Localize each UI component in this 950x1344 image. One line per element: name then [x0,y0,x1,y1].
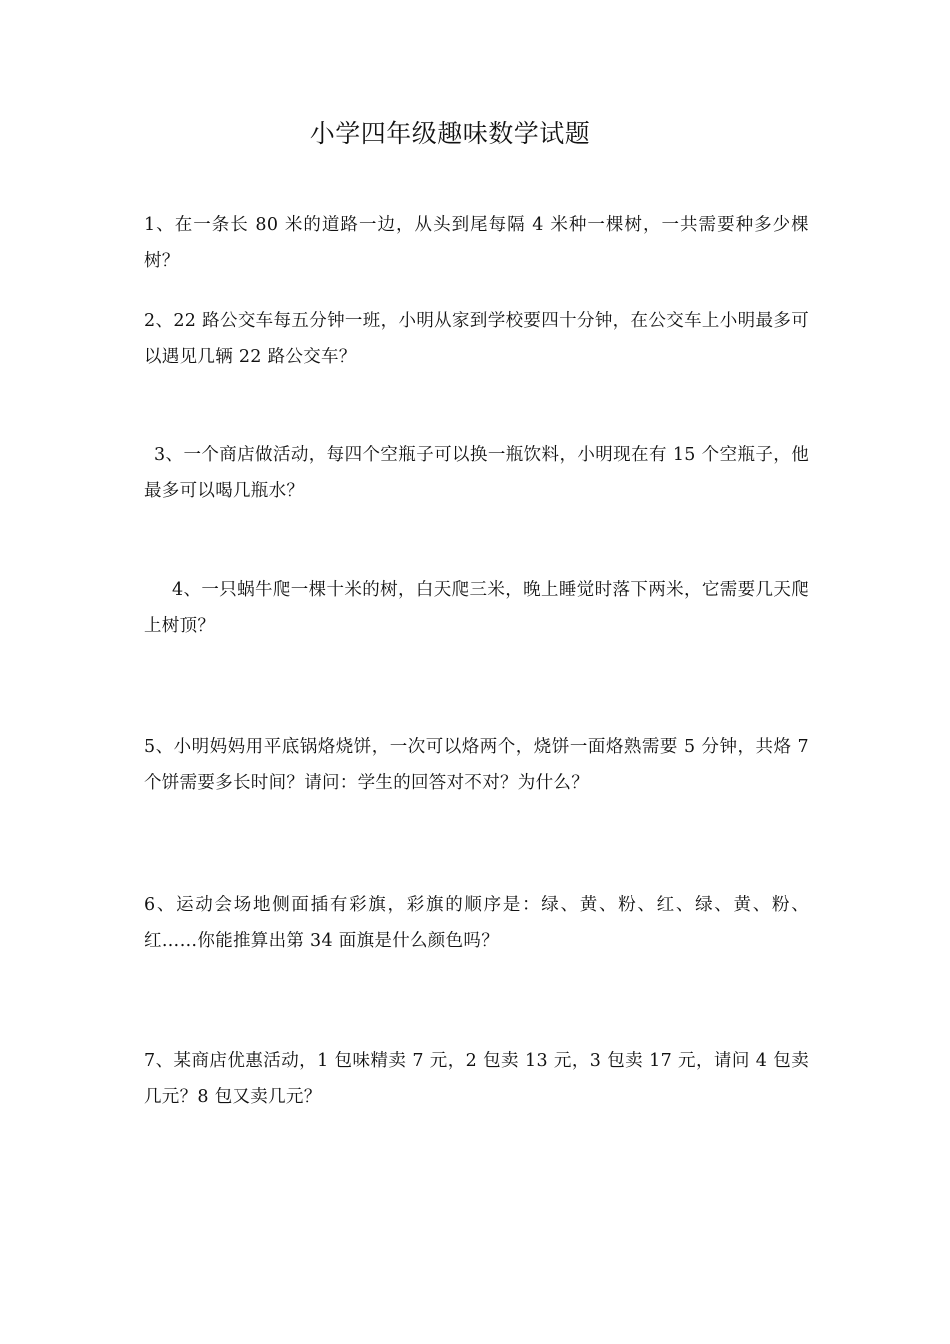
question-3: 3、一个商店做活动，每四个空瓶子可以换一瓶饮料，小明现在有 15 个空瓶子，他最多可以喝几瓶水？ [144,444,809,501]
question-7: 7、某商店优惠活动，1 包味精卖 7 元，2 包卖 13 元，3 包卖 17 元，请问 4 包卖几元？8 包又卖几元？ [144,1050,809,1107]
page-title: 小学四年级趣味数学试题 [309,119,591,148]
question-1: 1、在一条长 80 米的道路一边，从头到尾每隔 4 米种一棵树，一共需要种多少棵树？ [144,214,809,271]
question-2: 2、22 路公交车每五分钟一班，小明从家到学校要四十分钟，在公交车上小明最多可以遇见几辆 22 路公交车？ [144,310,809,367]
question-4: 4、一只蜗牛爬一棵十米的树，白天爬三米，晚上睡觉时落下两米，它需要几天爬上树顶？ [144,579,809,636]
question-5: 5、小明妈妈用平底锅烙烧饼，一次可以烙两个，烧饼一面烙熟需要 5 分钟，共烙 7 个饼需要多长时间？请问：学生的回答对不对？为什么？ [144,736,809,793]
question-6: 6、运动会场地侧面插有彩旗，彩旗的顺序是：绿、黄、粉、红、绿、黄、粉、红……你能推算出第 34 面旗是什么颜色吗？ [144,894,809,951]
